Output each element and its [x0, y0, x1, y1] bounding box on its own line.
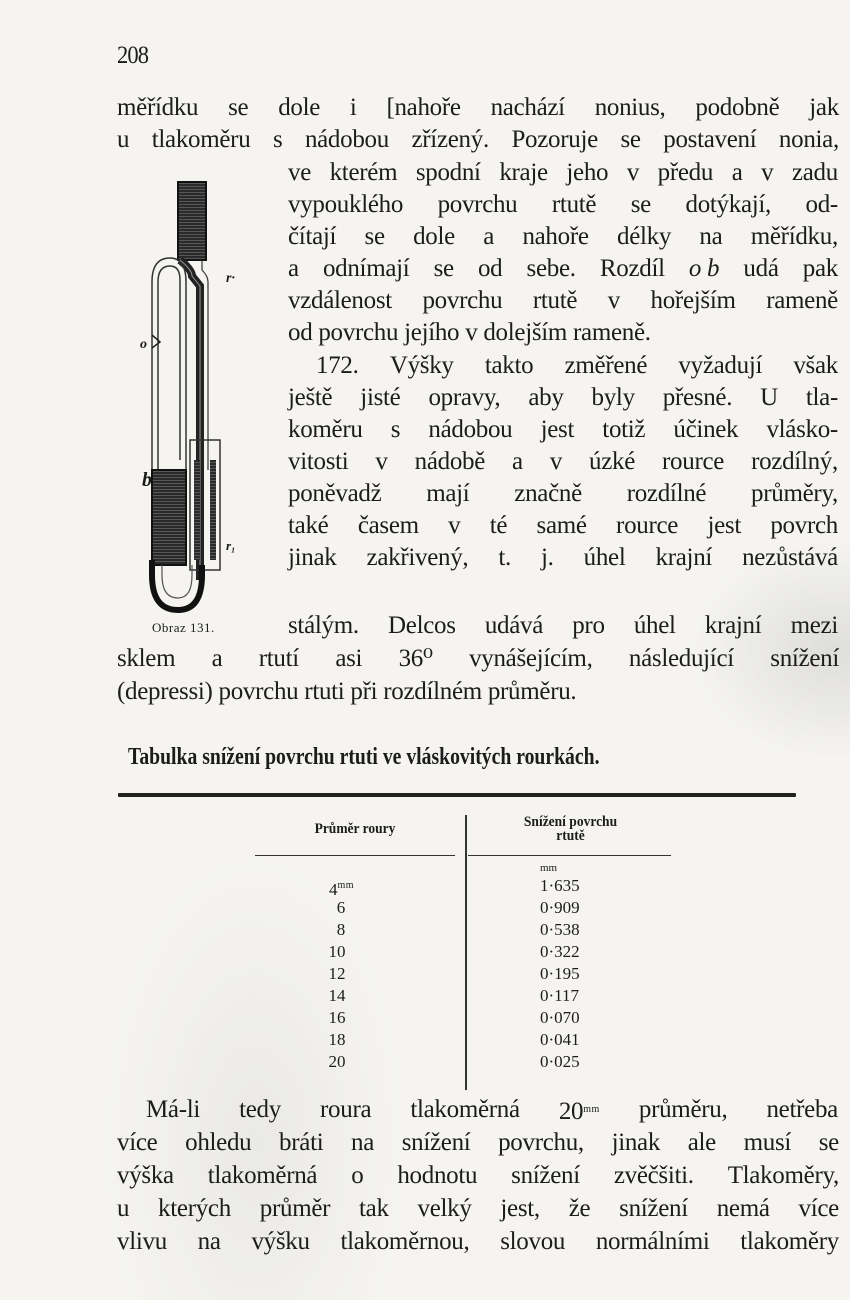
word: s [390, 416, 401, 443]
word: nahoře [522, 223, 589, 250]
word: s [272, 126, 283, 153]
word: nádobě [414, 448, 486, 475]
word: zvěčšiti. [613, 1162, 694, 1189]
word: hodnotu [397, 1162, 478, 1189]
word: úhel [583, 544, 626, 571]
word: tedy [239, 1096, 281, 1123]
text-line [117, 643, 839, 675]
word: účinek [673, 416, 739, 443]
word: měřídku, [750, 223, 838, 250]
text-line: (depressi) povrchu rtuti při rozdílném průměru. [117, 678, 577, 705]
word: podobně [695, 94, 780, 121]
word: sklem [117, 645, 176, 672]
word: t. [498, 544, 511, 571]
word: jisté [360, 384, 401, 411]
table-header-depression [478, 815, 663, 843]
cell-depression: 0·117 [540, 986, 580, 1005]
cell-depression: 0·025 [540, 1052, 580, 1071]
word: udá [743, 255, 779, 282]
word: jinak [288, 544, 337, 571]
word: od [477, 255, 503, 282]
cell-diameter: $4^{mm}$ [329, 880, 355, 899]
cell-depression: 1·635 [540, 876, 580, 895]
cell-diameter: 14 [328, 986, 346, 1005]
word: rource [616, 512, 679, 539]
word: kraje [499, 159, 548, 186]
word: nachází [490, 94, 565, 121]
word: jinak [611, 1129, 661, 1156]
word: takto [484, 352, 534, 379]
word: nonia, [778, 126, 839, 153]
word: se [364, 223, 385, 250]
label-o: o [140, 337, 147, 352]
word: stálým. [288, 612, 359, 639]
cell-diameter: 10 [328, 942, 346, 961]
word: ohledu [185, 1129, 252, 1156]
word: na [351, 1129, 375, 1156]
table-header-rule [255, 855, 455, 856]
word: změřené [564, 352, 648, 379]
word: spodní [415, 159, 481, 186]
word: rtutě [532, 287, 578, 314]
word: jest, [500, 1195, 540, 1222]
word: délky [617, 223, 672, 250]
word: dotýkají, [685, 191, 771, 218]
word: povrchu, [498, 1129, 584, 1156]
cell-depression: 0·041 [540, 1030, 580, 1049]
word: Výšky [389, 352, 454, 379]
table-header-rule [468, 855, 671, 856]
word: 36⁰ [398, 645, 433, 672]
word: vlivu [117, 1228, 167, 1255]
word: tlakoměrná [207, 1162, 318, 1189]
word: v [549, 448, 563, 475]
cell-depression: 0·909 [540, 898, 580, 917]
word: že [568, 1195, 591, 1222]
word: přesné. [662, 384, 733, 411]
text-line [288, 446, 838, 478]
word: nádobou [428, 416, 513, 443]
word: čítají [288, 223, 337, 250]
word: výška [117, 1162, 174, 1189]
siphon-barometer-figure [140, 170, 280, 630]
word: koměru [288, 416, 363, 443]
word: se [228, 94, 249, 121]
word: se [620, 126, 641, 153]
word: Tlakoměry, [727, 1162, 839, 1189]
word: snížení [401, 1129, 471, 1156]
word: nonius, [594, 94, 666, 121]
word: dole [278, 94, 321, 121]
word: tlakoměru [151, 126, 251, 153]
text-line [288, 510, 838, 542]
word: U [760, 384, 778, 411]
word: poněvadž [288, 480, 382, 507]
word: ještě [288, 384, 333, 411]
word: rameně [766, 287, 838, 314]
word: snížení [511, 1162, 580, 1189]
word: odnímají [322, 255, 410, 282]
word: té [489, 512, 508, 539]
word: průměry, [751, 480, 838, 507]
unit-label: mm [540, 862, 558, 874]
word: od- [805, 191, 838, 218]
cell-diameter: 12 [328, 964, 346, 983]
word: sebe. [526, 255, 576, 282]
figure-caption: Obraz 131. [152, 620, 215, 635]
text-line [288, 414, 838, 446]
word: zadu [791, 159, 838, 186]
word: udává [484, 612, 544, 639]
word: vzdálenost [288, 287, 392, 314]
table-column-divider [465, 815, 467, 1090]
word: pak [802, 255, 838, 282]
text-line [288, 542, 838, 574]
word: tlakoměrná [410, 1096, 520, 1123]
text-line [117, 1193, 839, 1225]
text-line [146, 1094, 838, 1128]
word: mezi [790, 612, 838, 639]
word: snížení [619, 1195, 688, 1222]
word: povrch [770, 512, 838, 539]
word: [nahoře [386, 94, 461, 121]
word: roura [320, 1096, 372, 1123]
label-b: b [142, 469, 152, 491]
word: v [448, 512, 461, 539]
word: slovou [500, 1228, 566, 1255]
word: v [761, 159, 774, 186]
text-line [288, 285, 838, 317]
word: krajní [704, 612, 762, 639]
text-line [117, 92, 839, 124]
word: jak [809, 94, 839, 121]
word: hořejším [650, 287, 736, 314]
table-title: Tabulka snížení povrchu rtuti ve vláskovitých rourkách. [128, 744, 600, 770]
word: úzké [589, 448, 636, 475]
word: vitosti [288, 448, 349, 475]
word: značně [514, 480, 582, 507]
word: Má-li [146, 1096, 201, 1123]
word: kterých [158, 1195, 231, 1222]
word: u [117, 1195, 130, 1222]
word: ale [687, 1129, 716, 1156]
word: rtutí [258, 645, 299, 672]
word: na [197, 1228, 221, 1255]
word: krajní [655, 544, 713, 571]
word: se [818, 1129, 839, 1156]
word: a [512, 448, 523, 475]
word: však [793, 352, 838, 379]
text-line [288, 382, 838, 414]
word: povrchu [437, 191, 518, 218]
word: výšku [251, 1228, 310, 1255]
cell-depression: 0·322 [540, 942, 580, 961]
word: v [626, 159, 640, 186]
word: v [375, 448, 388, 475]
word: následující [628, 645, 734, 672]
word: rozdílné [626, 480, 707, 507]
word: tak [359, 1195, 389, 1222]
cell-diameter: 18 [328, 1030, 346, 1049]
text-line: od povrchu jejího v dolejším rameně. [288, 319, 651, 346]
cell-diameter: 16 [328, 1008, 346, 1027]
word: se [433, 255, 454, 282]
cell-diameter: 8 [336, 920, 346, 939]
word: Delcos [388, 612, 456, 639]
word: totiž [602, 416, 646, 443]
word: časem [357, 512, 419, 539]
word: a [731, 159, 743, 186]
word: 172. [316, 352, 359, 379]
word: Pozoruje [511, 126, 598, 153]
table-header-depression-text: Snížení povrchu rtutě [523, 814, 618, 844]
word: rozdílný, [751, 448, 838, 475]
text-line [117, 1127, 839, 1159]
table-top-rule [118, 793, 796, 797]
word: pro [572, 612, 605, 639]
word: mají [426, 480, 470, 507]
word: dole [413, 223, 455, 250]
cell-diameter: 20 [328, 1052, 346, 1071]
word: a [483, 223, 495, 250]
word: postavení [663, 126, 757, 153]
cell-diameter: 6 [336, 898, 346, 917]
word: asi [335, 645, 363, 672]
word: $20^{mm}$ [558, 1098, 600, 1125]
word: také [288, 512, 329, 539]
word: rtutě [551, 191, 597, 218]
word: tla- [805, 384, 838, 411]
word: předu [657, 159, 714, 186]
word: vypouklého [288, 191, 404, 218]
word: a [288, 255, 299, 282]
word: nezůstává [742, 544, 838, 571]
word: opravy, [428, 384, 501, 411]
word: samé [536, 512, 587, 539]
text-line [288, 189, 838, 221]
word: bráti [279, 1129, 324, 1156]
text-line [316, 350, 838, 382]
text-line [117, 124, 839, 156]
cell-depression: 0·070 [540, 1008, 580, 1027]
word: vyžadují [678, 352, 763, 379]
word: zakřivený, [366, 544, 469, 571]
word: byly [591, 384, 635, 411]
word: u [117, 126, 130, 153]
word: musí [743, 1129, 792, 1156]
word: Rozdíl [599, 255, 665, 282]
word: j. [541, 544, 554, 571]
word: snížení [770, 645, 839, 672]
word: úhel [633, 612, 676, 639]
text-line [117, 1226, 839, 1258]
word: více [798, 1195, 839, 1222]
word: a [211, 645, 223, 672]
text-line [288, 478, 838, 510]
word: nádobou [304, 126, 389, 153]
word: jeho [566, 159, 609, 186]
word: průměru, [638, 1096, 728, 1123]
text-line [288, 610, 838, 642]
word: normálními [595, 1228, 710, 1255]
word: ve [288, 159, 311, 186]
table-header-diameter: Průměr roury [314, 821, 396, 837]
text-line [117, 1160, 839, 1192]
word: tlakoměry [740, 1228, 839, 1255]
text-line [288, 253, 838, 285]
word: nemá [716, 1195, 770, 1222]
label-r1: r₁ [226, 538, 236, 553]
word: zřízený. [411, 126, 489, 153]
word: průměr [259, 1195, 331, 1222]
word: velký [417, 1195, 472, 1222]
word: jest [707, 512, 741, 539]
word: o b [688, 255, 720, 282]
cell-depression: 0·195 [540, 964, 580, 983]
word: aby [528, 384, 564, 411]
label-r: r· [226, 271, 235, 286]
word: vynášejícím, [469, 645, 593, 672]
word: vlásko- [766, 416, 838, 443]
text-line [288, 221, 838, 253]
word: o [351, 1162, 364, 1189]
word: netřeba [766, 1096, 838, 1123]
word: povrchu [422, 287, 503, 314]
word: se [630, 191, 651, 218]
text-line [288, 157, 838, 189]
word: tlakoměrnou, [340, 1228, 470, 1255]
word: rource [662, 448, 725, 475]
word: kterém [329, 159, 398, 186]
page-number: 208 [117, 42, 149, 69]
word: jest [540, 416, 575, 443]
cell-depression: 0·538 [540, 920, 580, 939]
word: na [699, 223, 723, 250]
word: v [607, 287, 620, 314]
word: měřídku [117, 94, 199, 121]
word: i [349, 94, 357, 121]
word: více [117, 1129, 158, 1156]
